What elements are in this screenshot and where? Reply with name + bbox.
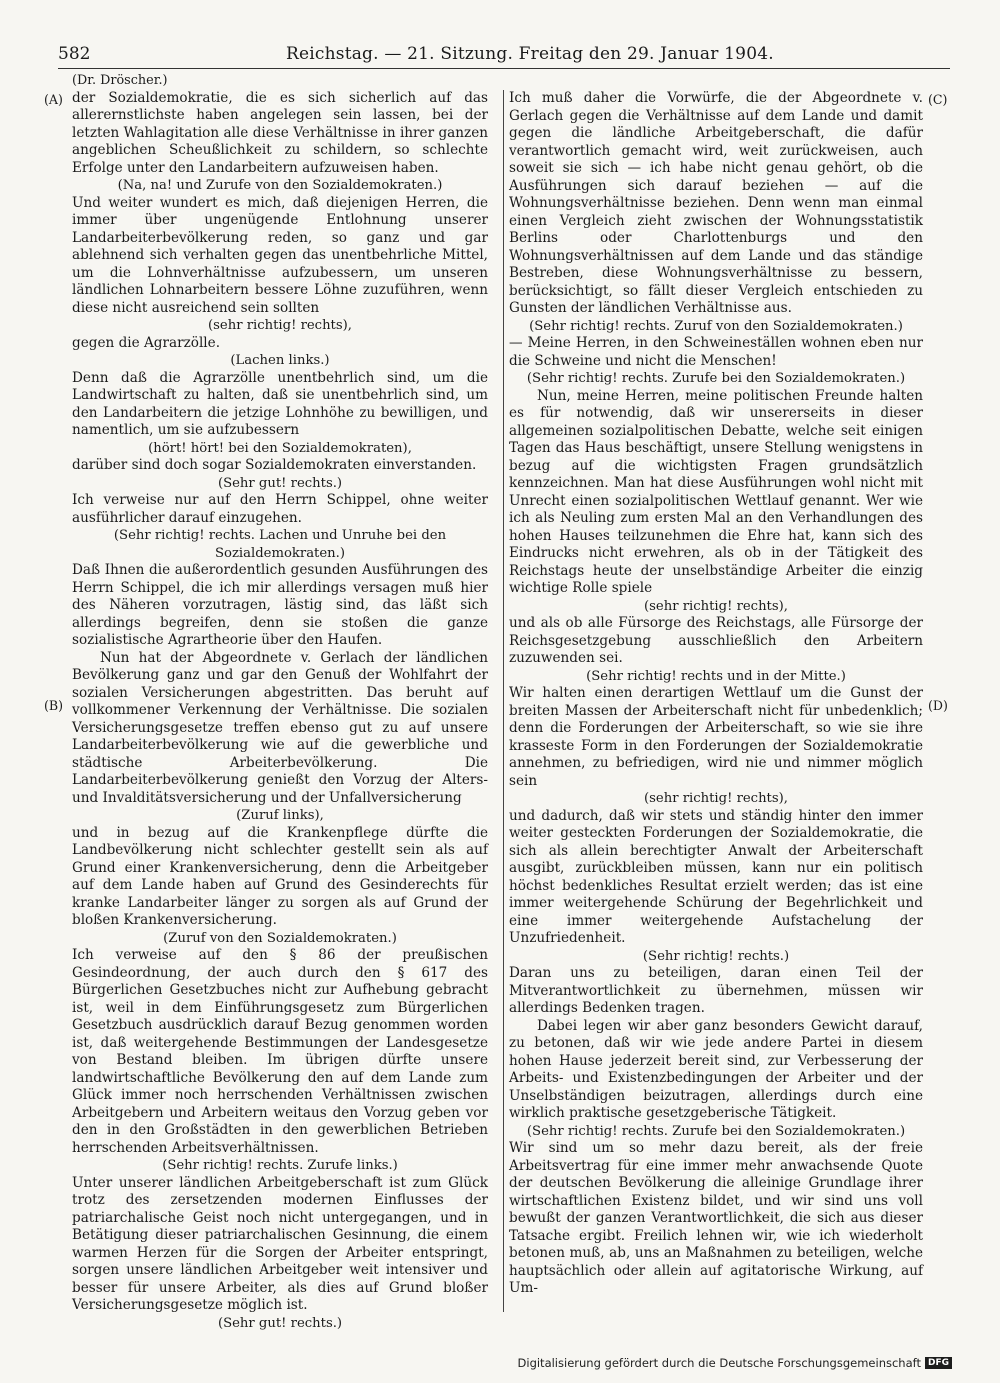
page-title: Reichstag. — 21. Sitzung. Freitag den 29. Januar 1904. — [286, 44, 774, 64]
column-divider — [503, 90, 504, 1312]
margin-marker-d: (D) — [928, 698, 948, 713]
interjection: (Sehr gut! rechts.) — [217, 1315, 343, 1331]
paragraph: Dabei legen wir aber ganz besonders Gewicht darauf, zu betonen, daß wir wie jede andere Partei in diesem hohen Hause jederzeit bereit sind, zur Verbesserung der Arbeits- und Existenzbedingungen der Arbeiter und der Unselbständigen beizutragen, allerdings durch eine wirklich praktische gesetzgeberische Tätigkeit. — [509, 1017, 923, 1121]
interjection: (hört! hört! bei den Sozialdemokraten), — [148, 440, 412, 456]
paragraph: Daran uns zu beteiligen, daran einen Teil der Mitverantwortlichkeit zu übernehmen, müssen wir allerdings Bedenken tragen. — [509, 965, 923, 1016]
left-column — [72, 72, 488, 1332]
interjection: (Zuruf links), — [236, 808, 324, 823]
paragraph: gegen die Agrarzölle. — [72, 334, 221, 351]
paragraph: der Sozialdemokratie, die es sich sicherlich auf das allerernstlichste haben angelegen sein lassen, bei der letzten Wahlagitation alle diese Verhältnisse in ihrer ganzen angeblichen Scheußlichkeit zu schildern, so schlechte Erfolge unter den Landarbeitern aufzuweisen haben. — [72, 89, 488, 176]
interjection: (Sehr richtig! rechts. Zurufe bei den Sozialdemokraten.) — [526, 371, 906, 386]
paragraph: und in bezug auf die Krankenpflege dürfte die Landbevölkerung nicht schlechter gestellt sein als auf Grund einer Krankenversicherung, denn die Arbeitgeber auf dem Lande haben auf Grund des Gesinderechts für kranke Landarbeiter länger zu sorgen als auf Grund der bloßen Krankenversicherung. — [72, 824, 488, 928]
paragraph: Wir halten einen derartigen Wettlauf um die Gunst der breiten Massen der Arbeiterschaft nicht für unbedenklich; denn die Forderungen der Arbeiterschaft, so wie sie ihre krasseste Form in den Forderungen der Sozialdemokratie annehmen, zu befriedigen, wird nie und nimmer möglich sein — [509, 685, 923, 789]
dfg-logo: DFG — [925, 1357, 952, 1369]
interjection: (Sehr richtig! rechts. Lachen und Unruhe bei den Sozialdemokraten.) — [113, 528, 447, 561]
paragraph: Daß Ihnen die außerordentlich gesunden Ausführungen des Herrn Schippel, die ich mir allerdings versagen muß hier des Näheren vorzutragen, lästig sind, das läßt sich allerdings begreifen, denn sie stoßen die ganze sozialistische Agrartheorie über den Haufen. — [72, 562, 488, 648]
interjection: (Sehr richtig! rechts. Zuruf von den Sozialdemokraten.) — [529, 318, 903, 334]
margin-marker-b: (B) — [44, 698, 64, 713]
paragraph: Ich verweise nur auf den Herrn Schippel, ohne weiter ausführlicher darauf einzugehen. — [72, 492, 488, 526]
interjection: (Sehr richtig! rechts.) — [642, 948, 790, 964]
interjection: (Zuruf von den Sozialdemokraten.) — [163, 930, 397, 946]
paragraph: Und weiter wundert es mich, daß diejenigen Herren, die immer über ungenügende Entlohnung unserer Landarbeiterbevölkerung reden, so ganz und gar ablehnend sich verhalten gegen das unentbehrliche Mittel, um die Lohnverhältnisse aufzubessern, um unseren ländlichen Lohnarbeitern bessere Löhne zuzuführen, wenn diese nicht ausreichend sein sollten — [72, 194, 488, 316]
page-header — [58, 44, 950, 70]
interjection: (sehr richtig! rechts), — [208, 318, 352, 333]
speaker-label: (Dr. Dröscher.) — [72, 73, 168, 88]
interjection: (sehr richtig! rechts), — [644, 598, 788, 614]
footer-credit: Digitalisierung gefördert durch die Deutsche Forschungsgemeinschaft — [517, 1356, 921, 1370]
paragraph: Nun, meine Herren, meine politischen Freunde halten es für notwendig, daß wir unsererseits in dieser allgemeinen sozialpolitischen Debatte, welche seit einigen Tagen das Haus beschäftigt, unsere Stellung wenigstens in bezug auf die wichtigsten Fragen grundsätzlich kennzeichnen. Man hat diese Ausführungen wohl nicht mit Unrecht einen sozialpolitischen Wettlauf genannt. Wer wie ich als Neuling zum ersten Mal an den Verhandlungen des hohen Hauses teilzunehmen die Ehre hat, kann sich des Eindrucks nicht erwehren, als ob in der Tätigkeit des Reichstags heute der unselbständige Arbeiter die einzig wichtige Rolle spiele — [509, 387, 923, 596]
paragraph: darüber sind doch sogar Sozialdemokraten einverstanden. — [72, 457, 477, 473]
paragraph: Unter unserer ländlichen Arbeitgeberschaft ist zum Glück trotz des zersetzenden modernen Einflusses der patriarchalische Geist noch nicht untergegangen, und in Betätigung dieser patriarchalischen Gesinnung, die einem warmen Herzen für die Sorgen der Arbeiter entspringt, sorgen unsere ländlichen Arbeitgeber weit intensiver und besser für unsere Arbeiter, als dies auf Grund bloßer Versicherungsgesetze möglich ist. — [72, 1174, 488, 1313]
paragraph: Wir sind um so mehr dazu bereit, als der freie Arbeitsvertrag für eine immer mehr anwachsende Quote der deutschen Bevölkerung die alleinige Grundlage ihrer wirtschaftlichen Existenz bildet, und wir sind uns voll bewußt der ganzen Verantwortlichkeit, die sich aus dieser Tatsache ergibt. Freilich lehnen wir, wie ich wiederholt betonen muß, ab, uns an Maßnahmen zu beteiligen, welche hauptsächlich oder allein auf agitatorische Wirkung, auf Um- — [509, 1140, 923, 1296]
margin-marker-c: (C) — [928, 92, 948, 107]
footer — [518, 1356, 952, 1370]
paragraph: Ich muß daher die Vorwürfe, die der Abgeordnete v. Gerlach gegen die Verhältnisse auf dem Lande und damit gegen die ländliche Arbeitgeberschaft, die dafür verantwortlich gemacht wird, weit zurückweisen, auch soweit sie sich — ich habe nicht genau gehört, ob die Ausführungen sich darauf beziehen — auf die Wohnungsverhältnisse beziehen. Denn wenn man einmal einen Vergleich zieht zwischen der Wohnungsstatistik Berlins oder Charlottenburgs und den Wohnungsverhältnissen auf dem Lande und das ständige Bestreben, diese Wohnungsverhältnisse zu bessern, berücksichtigt, so fällt dieser Vergleich entschieden zu Gunsten der ländlichen Verhältnisse aus. — [509, 90, 923, 316]
interjection: (Sehr gut! rechts.) — [217, 475, 343, 491]
interjection: (sehr richtig! rechts), — [644, 791, 788, 806]
paragraph: Nun hat der Abgeordnete v. Gerlach der ländlichen Bevölkerung ganz und gar den Genuß der Wohlfahrt der sozialen Versicherungen abgestritten. Das beruht auf vollkommener Verkennung der Verhältnisse. Die sozialen Versicherungsgesetze treffen ebenso gut zu auf unsere Landarbeiterbevölkerung wie auf die gewerbliche und städtische Arbeiterbevölkerung. Die Landarbeiterbevölkerung genießt den Vorzug der Alters- und Invalditätsversicherung und der Unfallversicherung — [72, 649, 488, 806]
paragraph: — Meine Herren, in den Schweineställen wohnen eben nur die Schweine und nicht die Menschen! — [509, 335, 923, 369]
page-number: 582 — [58, 44, 91, 64]
interjection: (Sehr richtig! rechts und in der Mitte.) — [586, 668, 846, 684]
header-rule — [58, 68, 950, 69]
paragraph: Denn daß die Agrarzölle unentbehrlich sind, um die Landwirtschaft zu halten, daß sie unentbehrlich sind, um den Landarbeitern die jetzige Lohnhöhe zu bewilligen, und namentlich, um sie aufzubessern — [72, 369, 488, 438]
paragraph: Ich verweise auf den § 86 der preußischen Gesindeordnung, der auch durch den § 617 des Bürgerlichen Gesetzbuches nicht zur Aufhebung gebracht ist, weil in dem Einführungsgesetz zum Bürgerlichen Gesetzbuch ausdrücklich darauf Bezug genommen worden ist, daß weitergehende Bestimmungen der Landesgesetze von Bestand bleiben. Im übrigen dürfte unsere landwirtschaftliche Bevölkerung den auf dem Lande zum Glück immer noch herrschenden Verhältnissen zwischen Arbeitgebern und Arbeitern weitaus den Vorzug geben vor den in den Großstädten in den gewerblichen Betrieben herrschenden Arbeitsverhältnissen. — [72, 947, 488, 1156]
interjection: (Sehr richtig! rechts. Zurufe links.) — [162, 1158, 398, 1173]
interjection: (Na, na! und Zurufe von den Sozialdemokraten.) — [117, 178, 443, 193]
paragraph: und als ob alle Fürsorge des Reichstags, alle Fürsorge der Reichsgesetzgebung ausschließlich den Arbeitern zuzuwenden sei. — [509, 615, 923, 666]
margin-marker-a: (A) — [44, 92, 63, 107]
paragraph: und dadurch, daß wir stets und ständig hinter den immer weiter gesteckten Forderungen der Sozialdemokratie, die sich als allein berechtigter Anwalt der Arbeiterschaft ausgibt, zurückbleiben müssen, kann nur ein politisch höchst bedenkliches Resultat erzielt werden; das ist eine immer weitergehende Schürung der Begehrlichkeit und eine immer weitergehende Aufstachelung der Unzufriedenheit. — [509, 807, 923, 946]
interjection: (Lachen links.) — [230, 353, 330, 368]
right-column — [509, 90, 923, 1298]
interjection: (Sehr richtig! rechts. Zurufe bei den Sozialdemokraten.) — [526, 1123, 906, 1139]
